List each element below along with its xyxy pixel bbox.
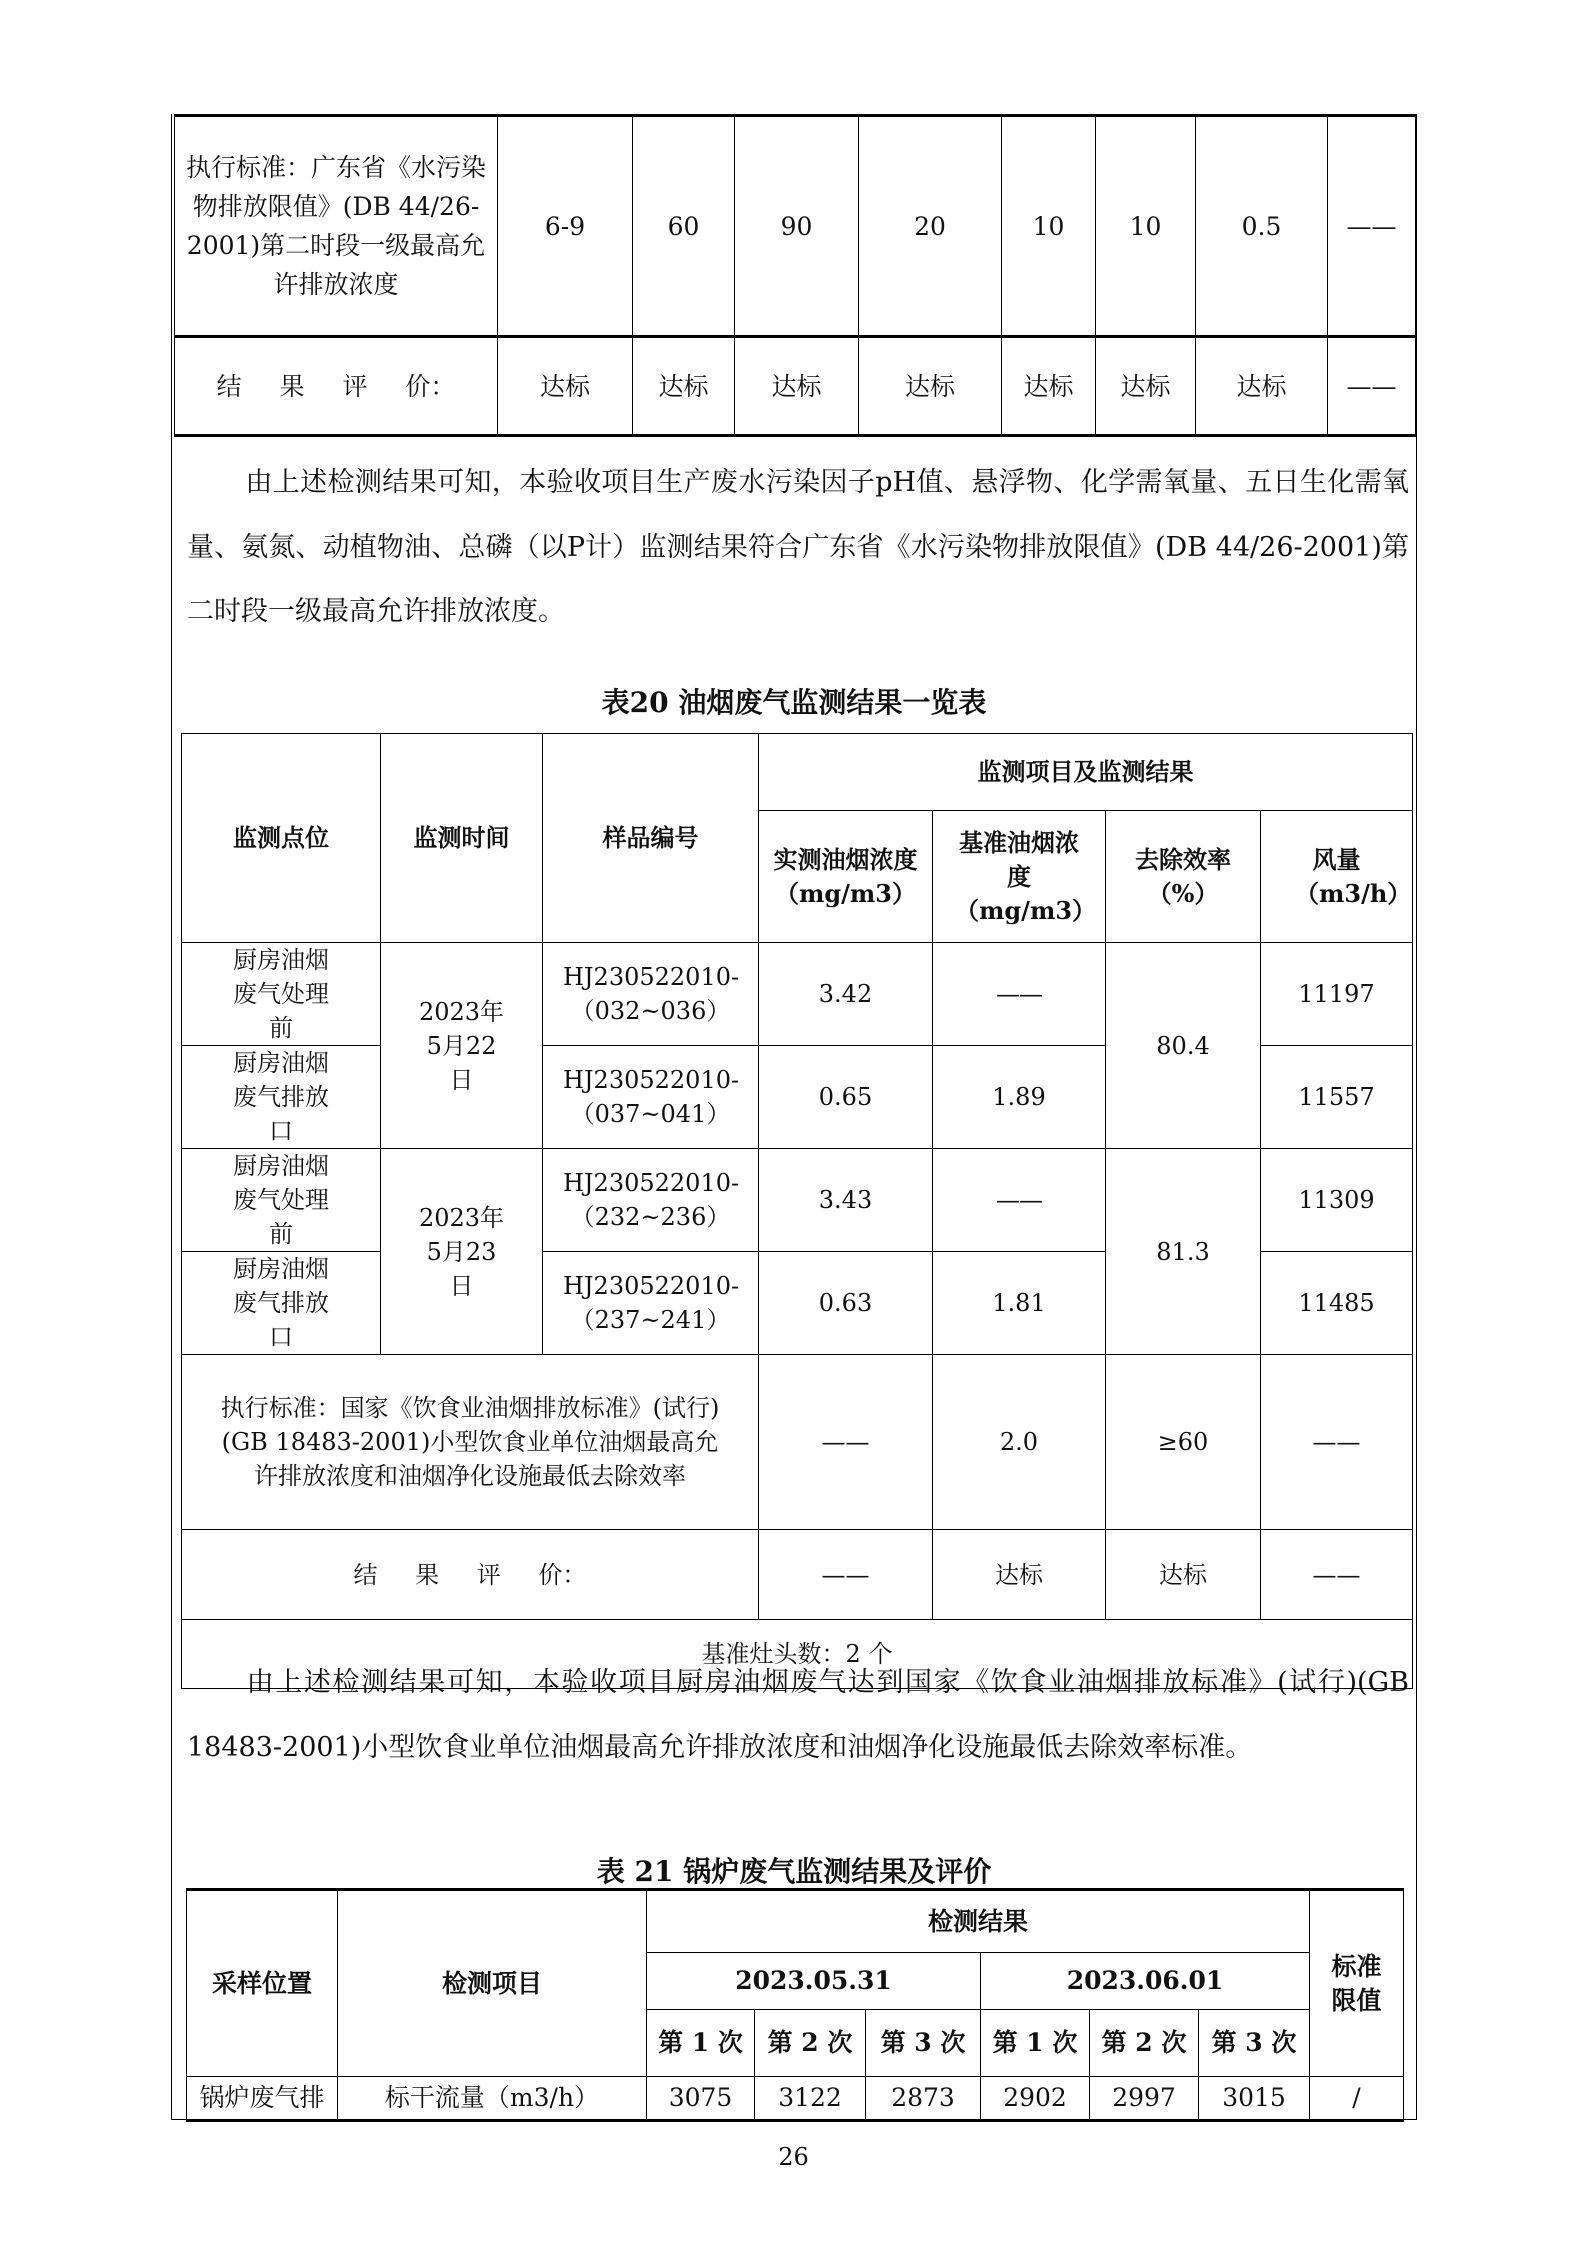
cell-airflow: 11485 xyxy=(1261,1252,1413,1355)
wastewater-table-continuation xyxy=(174,114,1416,437)
cell-point: 厨房油烟废气排放口 xyxy=(182,1252,381,1355)
cell-baseline: —— xyxy=(933,1149,1106,1252)
table21-boiler-exhaust xyxy=(186,1888,1404,2122)
cell-value: 2873 xyxy=(866,2077,981,2121)
cell-measured: 0.63 xyxy=(759,1252,933,1355)
standard-airflow: —— xyxy=(1261,1355,1413,1530)
table20-standard-row xyxy=(182,1355,1413,1530)
header-sample: 样品编号 xyxy=(543,734,759,943)
standard-value: —— xyxy=(1328,116,1416,337)
header-run: 第 1 次 xyxy=(981,2010,1090,2077)
header-limit: 标准限值 xyxy=(1310,1890,1404,2077)
cell-sample: HJ230522010-（237~241） xyxy=(543,1252,759,1355)
header-baseline: 基准油烟浓度（mg/m3） xyxy=(933,811,1106,943)
standard-baseline: 2.0 xyxy=(933,1355,1106,1530)
evaluation-value: 达标 xyxy=(1096,337,1196,436)
standard-measured: —— xyxy=(759,1355,933,1530)
table20-evaluation-row xyxy=(182,1530,1413,1620)
standard-label: 执行标准：国家《饮食业油烟排放标准》(试行)(GB 18483-2001)小型饮食业单位油烟最高允许排放浓度和油烟净化设施最低去除效率 xyxy=(182,1355,759,1530)
cell-value: 2902 xyxy=(981,2077,1090,2121)
cell-measured: 0.65 xyxy=(759,1046,933,1149)
standard-value: 90 xyxy=(735,116,859,337)
evaluation-row xyxy=(175,337,1416,436)
header-efficiency: 去除效率（%） xyxy=(1106,811,1261,943)
evaluation-label: 结 果 评 价： xyxy=(175,337,498,436)
evaluation-value: 达标 xyxy=(859,337,1002,436)
paragraph-wastewater-conclusion xyxy=(187,451,1409,645)
standard-label: 执行标准：广东省《水污染物排放限值》(DB 44/26-2001)第二时段一级最高允许排放浓度 xyxy=(175,116,498,337)
standard-efficiency: ≥60 xyxy=(1106,1355,1261,1530)
header-run: 第 2 次 xyxy=(1090,2010,1199,2077)
table20-caption: 表20 油烟废气监测结果一览表 xyxy=(601,686,987,719)
cell-efficiency: 80.4 xyxy=(1106,943,1261,1149)
cell-sample: HJ230522010-（232~236） xyxy=(543,1149,759,1252)
cell-efficiency: 81.3 xyxy=(1106,1149,1261,1355)
cell-point: 厨房油烟废气处理前 xyxy=(182,943,381,1046)
table21-header-row xyxy=(187,1890,1404,1953)
header-run: 第 2 次 xyxy=(755,2010,866,2077)
table-row xyxy=(187,2077,1404,2121)
evaluation-airflow: —— xyxy=(1261,1530,1413,1620)
cell-value: 3122 xyxy=(755,2077,866,2121)
paragraph-text: 由上述检测结果可知，本验收项目厨房油烟废气达到国家《饮食业油烟排放标准》(试行)(GB 18483-2001)小型饮食业单位油烟最高允许排放浓度和油烟净化设施最低去除效率标准。 xyxy=(187,1667,1409,1763)
table20-cooking-fume xyxy=(181,733,1413,1689)
header-run: 第 3 次 xyxy=(866,2010,981,2077)
header-item: 检测项目 xyxy=(338,1890,647,2077)
table-row xyxy=(182,943,1413,1046)
cell-limit: / xyxy=(1310,2077,1404,2121)
cell-baseline: 1.81 xyxy=(933,1252,1106,1355)
evaluation-value: 达标 xyxy=(735,337,859,436)
evaluation-value: 达标 xyxy=(633,337,735,436)
header-results: 检测结果 xyxy=(647,1890,1310,1953)
footnote-burners: 基准灶头数：2 个 xyxy=(182,1620,1413,1689)
standard-value: 6-9 xyxy=(498,116,633,337)
standard-value: 0.5 xyxy=(1196,116,1328,337)
header-date: 2023.06.01 xyxy=(981,1953,1310,2010)
paragraph-fume-conclusion xyxy=(187,1651,1409,1780)
evaluation-value: —— xyxy=(1328,337,1416,436)
evaluation-value: 达标 xyxy=(498,337,633,436)
cell-location: 锅炉废气排 xyxy=(187,2077,338,2121)
standard-row xyxy=(175,116,1416,337)
cell-value: 3075 xyxy=(647,2077,755,2121)
header-run: 第 1 次 xyxy=(647,2010,755,2077)
cell-baseline: 1.89 xyxy=(933,1046,1106,1149)
cell-time: 2023年5月22日 xyxy=(381,943,543,1149)
cell-value: 3015 xyxy=(1199,2077,1310,2121)
standard-value: 10 xyxy=(1002,116,1096,337)
table20-header-row xyxy=(182,734,1413,811)
header-time: 监测时间 xyxy=(381,734,543,943)
cell-airflow: 11197 xyxy=(1261,943,1413,1046)
cell-baseline: —— xyxy=(933,943,1106,1046)
cell-measured: 3.43 xyxy=(759,1149,933,1252)
header-location: 采样位置 xyxy=(187,1890,338,2077)
evaluation-efficiency: 达标 xyxy=(1106,1530,1261,1620)
evaluation-value: 达标 xyxy=(1196,337,1328,436)
header-airflow: 风量（m3/h） xyxy=(1261,811,1413,943)
header-measured: 实测油烟浓度（mg/m3） xyxy=(759,811,933,943)
header-point: 监测点位 xyxy=(182,734,381,943)
cell-point: 厨房油烟废气排放口 xyxy=(182,1046,381,1149)
cell-time: 2023年5月23日 xyxy=(381,1149,543,1355)
header-date: 2023.05.31 xyxy=(647,1953,981,2010)
header-group: 监测项目及监测结果 xyxy=(759,734,1413,811)
evaluation-baseline: 达标 xyxy=(933,1530,1106,1620)
cell-airflow: 11557 xyxy=(1261,1046,1413,1149)
page-number: 26 xyxy=(778,2143,809,2171)
header-run: 第 3 次 xyxy=(1199,2010,1310,2077)
evaluation-measured: —— xyxy=(759,1530,933,1620)
standard-value: 10 xyxy=(1096,116,1196,337)
standard-value: 20 xyxy=(859,116,1002,337)
cell-point: 厨房油烟废气处理前 xyxy=(182,1149,381,1252)
cell-airflow: 11309 xyxy=(1261,1149,1413,1252)
cell-sample: HJ230522010-（037~041） xyxy=(543,1046,759,1149)
cell-item: 标干流量（m3/h） xyxy=(338,2077,647,2121)
standard-value: 60 xyxy=(633,116,735,337)
evaluation-value: 达标 xyxy=(1002,337,1096,436)
cell-sample: HJ230522010-（032~036） xyxy=(543,943,759,1046)
evaluation-label: 结 果 评 价： xyxy=(182,1530,759,1620)
cell-measured: 3.42 xyxy=(759,943,933,1046)
table-row xyxy=(182,1149,1413,1252)
table21-caption: 表 21 锅炉废气监测结果及评价 xyxy=(596,1855,992,1888)
cell-value: 2997 xyxy=(1090,2077,1199,2121)
paragraph-text: 由上述检测结果可知，本验收项目生产废水污染因子pH值、悬浮物、化学需氧量、五日生化需氧量、氨氮、动植物油、总磷（以P计）监测结果符合广东省《水污染物排放限值》(DB 44/26-2001)第二时段一级最高允许排放浓度。 xyxy=(187,467,1409,627)
